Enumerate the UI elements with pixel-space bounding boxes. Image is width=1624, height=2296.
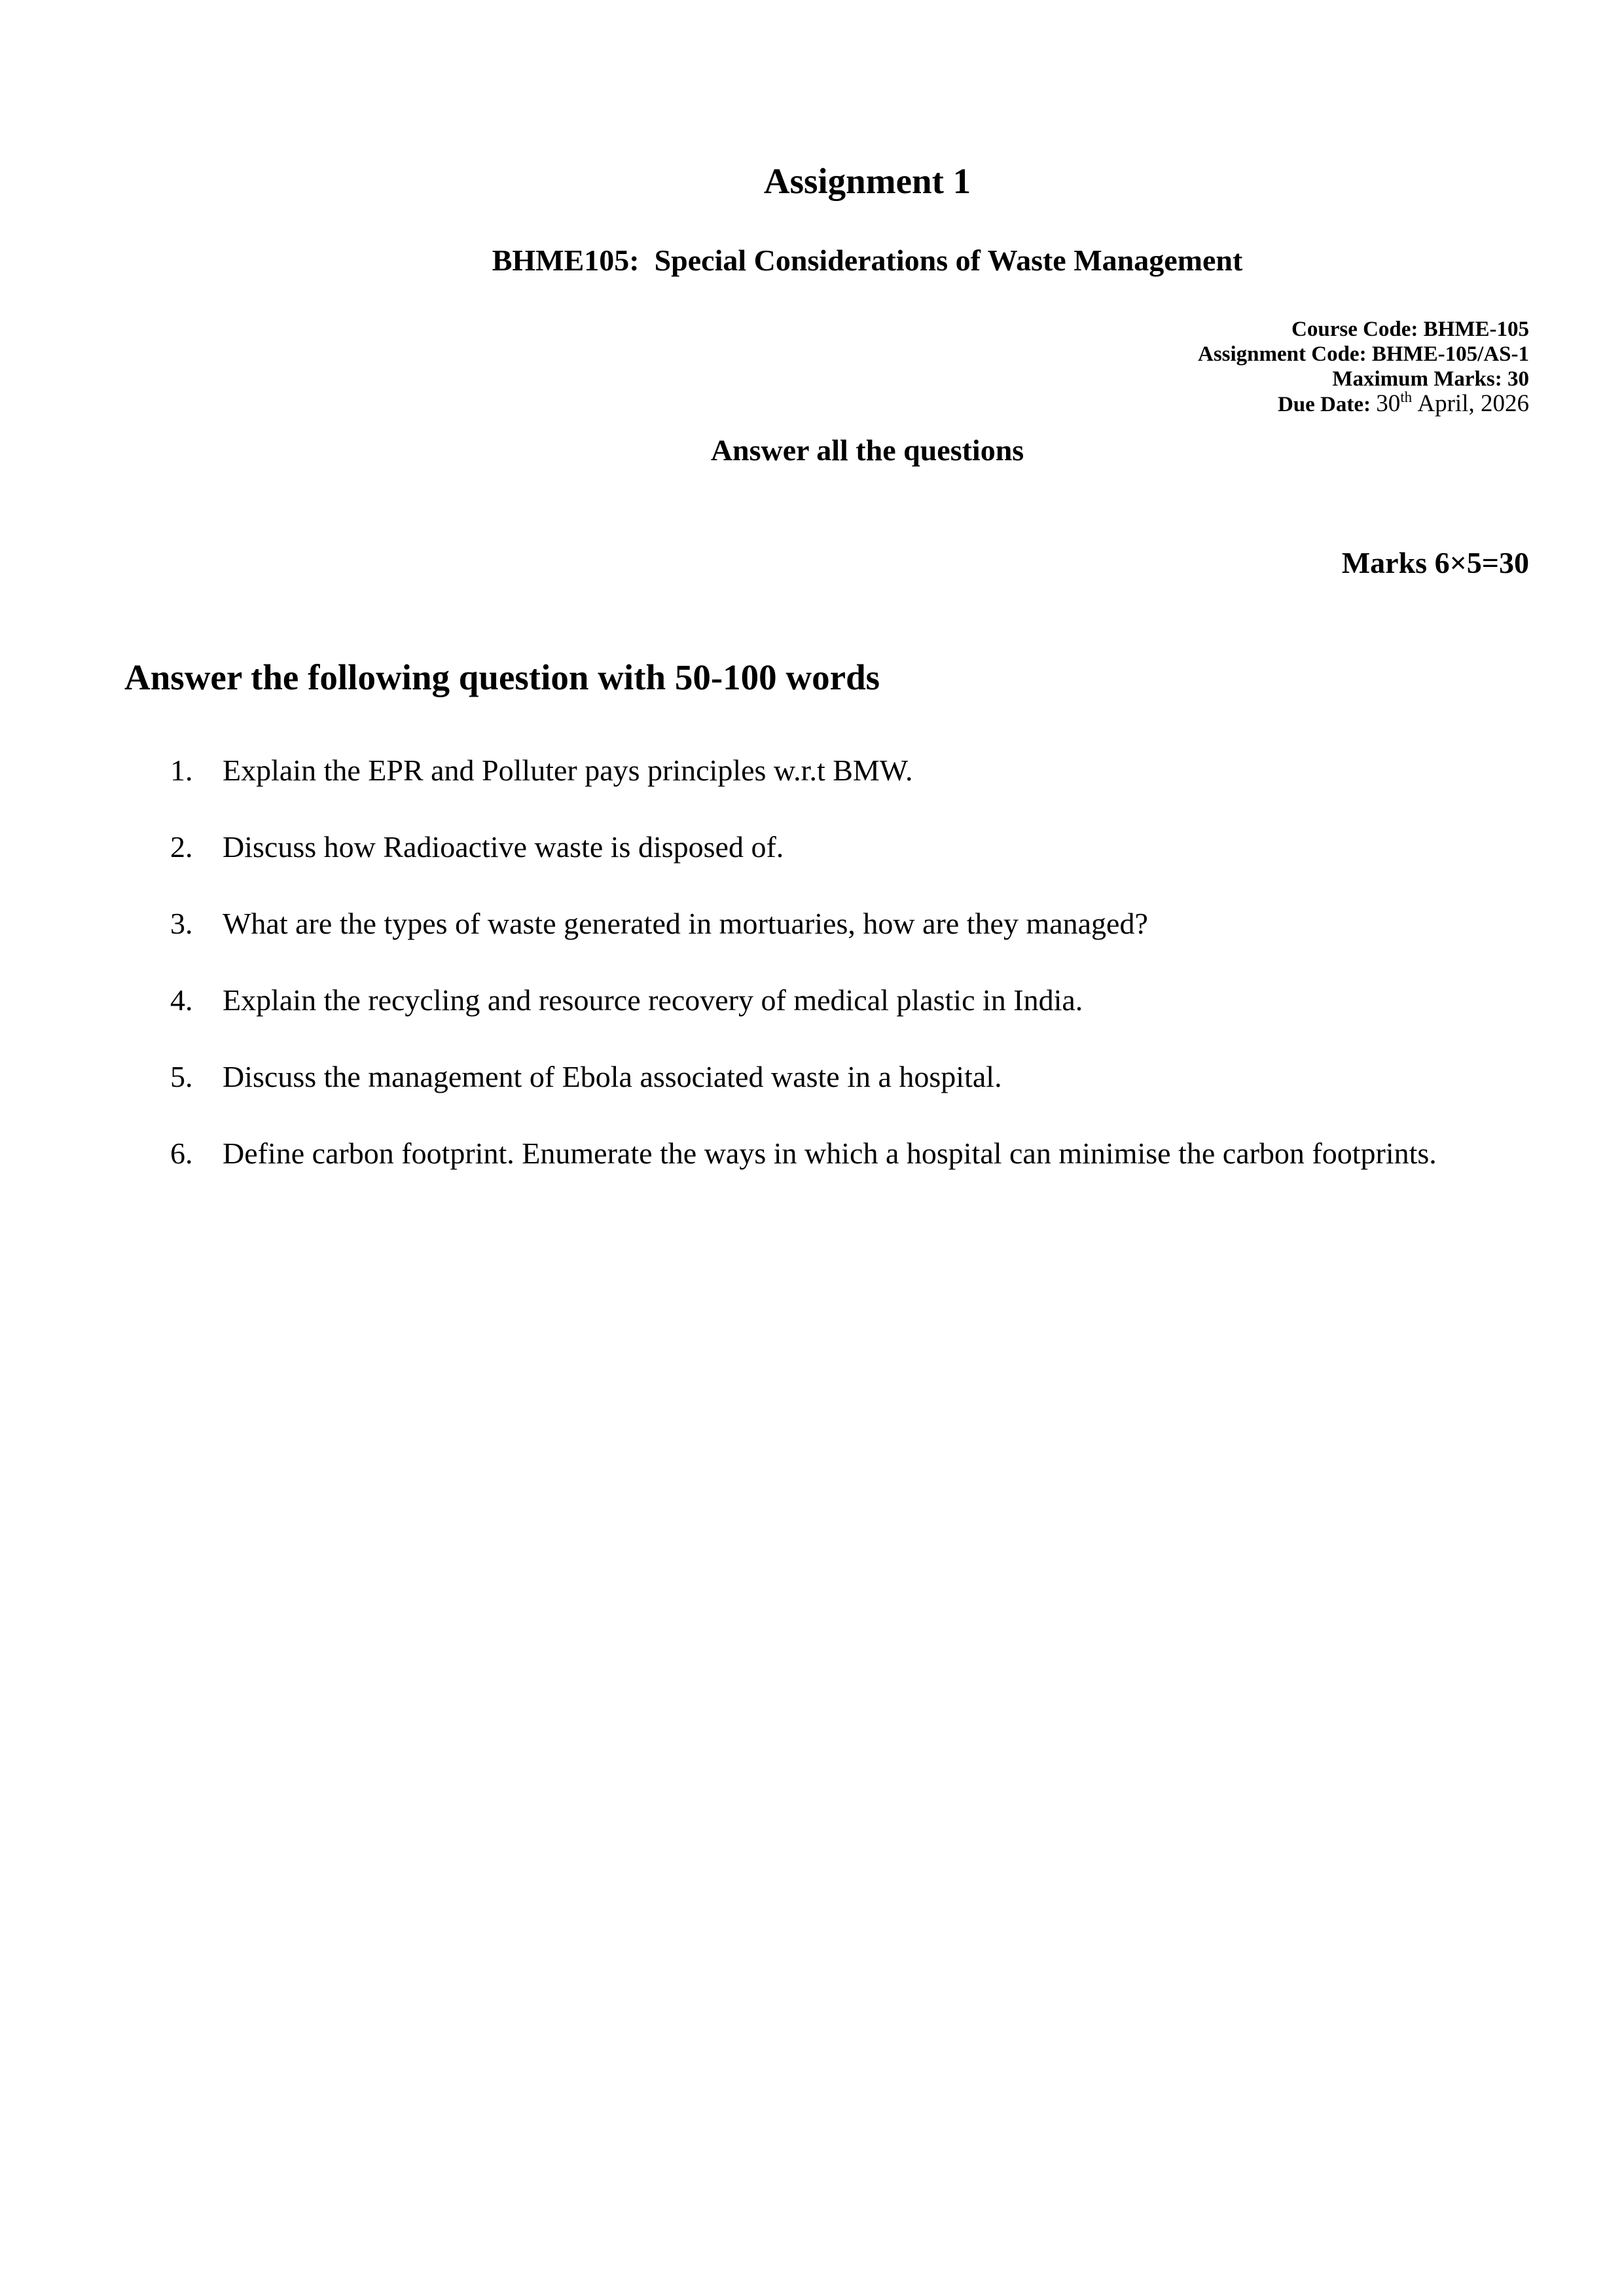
question-item	[0, 885, 1624, 962]
due-date	[1198, 389, 1529, 417]
question-item	[0, 809, 1624, 885]
question-text: Discuss the management of Ebola associated waste in a hospital.	[223, 1060, 1002, 1093]
question-text: Define carbon footprint. Enumerate the ways in which a hospital can minimise the carbon footprints.	[223, 1137, 1437, 1170]
due-date-rest: April, 2026	[1417, 390, 1529, 417]
question-text: Explain the EPR and Polluter pays principles w.r.t BMW.	[223, 754, 913, 787]
course-code: Course Code: BHME-105	[1291, 318, 1529, 341]
question-item	[0, 1038, 1624, 1115]
question-number: 4.	[170, 983, 193, 1017]
due-date-day: 30	[1376, 390, 1401, 417]
question-number: 2.	[170, 830, 193, 864]
question-text: What are the types of waste generated in mortuaries, how are they managed?	[223, 907, 1148, 940]
instruction-text: Answer all the questions	[710, 433, 1024, 467]
question-list	[0, 732, 1624, 1192]
maximum-marks: Maximum Marks: 30	[1332, 367, 1529, 391]
assignment-code: Assignment Code: BHME-105/AS-1	[1197, 342, 1529, 366]
due-date-label: Due Date:	[1277, 393, 1371, 416]
question-number: 5.	[170, 1060, 193, 1093]
section-heading: Answer the following question with 50-100 words	[124, 657, 880, 697]
question-number: 6.	[170, 1137, 193, 1170]
question-text: Explain the recycling and resource recovery of medical plastic in India.	[223, 983, 1083, 1017]
question-number: 3.	[170, 907, 193, 940]
question-item	[0, 962, 1624, 1038]
question-item	[0, 732, 1624, 809]
question-text: Discuss how Radioactive waste is disposed of.	[223, 830, 784, 864]
question-number: 1.	[170, 754, 193, 787]
course-subtitle: BHME105: Special Considerations of Waste Management	[492, 244, 1243, 277]
assignment-title: Assignment 1	[763, 161, 971, 201]
due-date-suffix: th	[1400, 389, 1413, 405]
question-item	[0, 1115, 1624, 1192]
assignment-meta-block	[1198, 317, 1529, 417]
marks-distribution: Marks 6×5=30	[1341, 546, 1529, 579]
